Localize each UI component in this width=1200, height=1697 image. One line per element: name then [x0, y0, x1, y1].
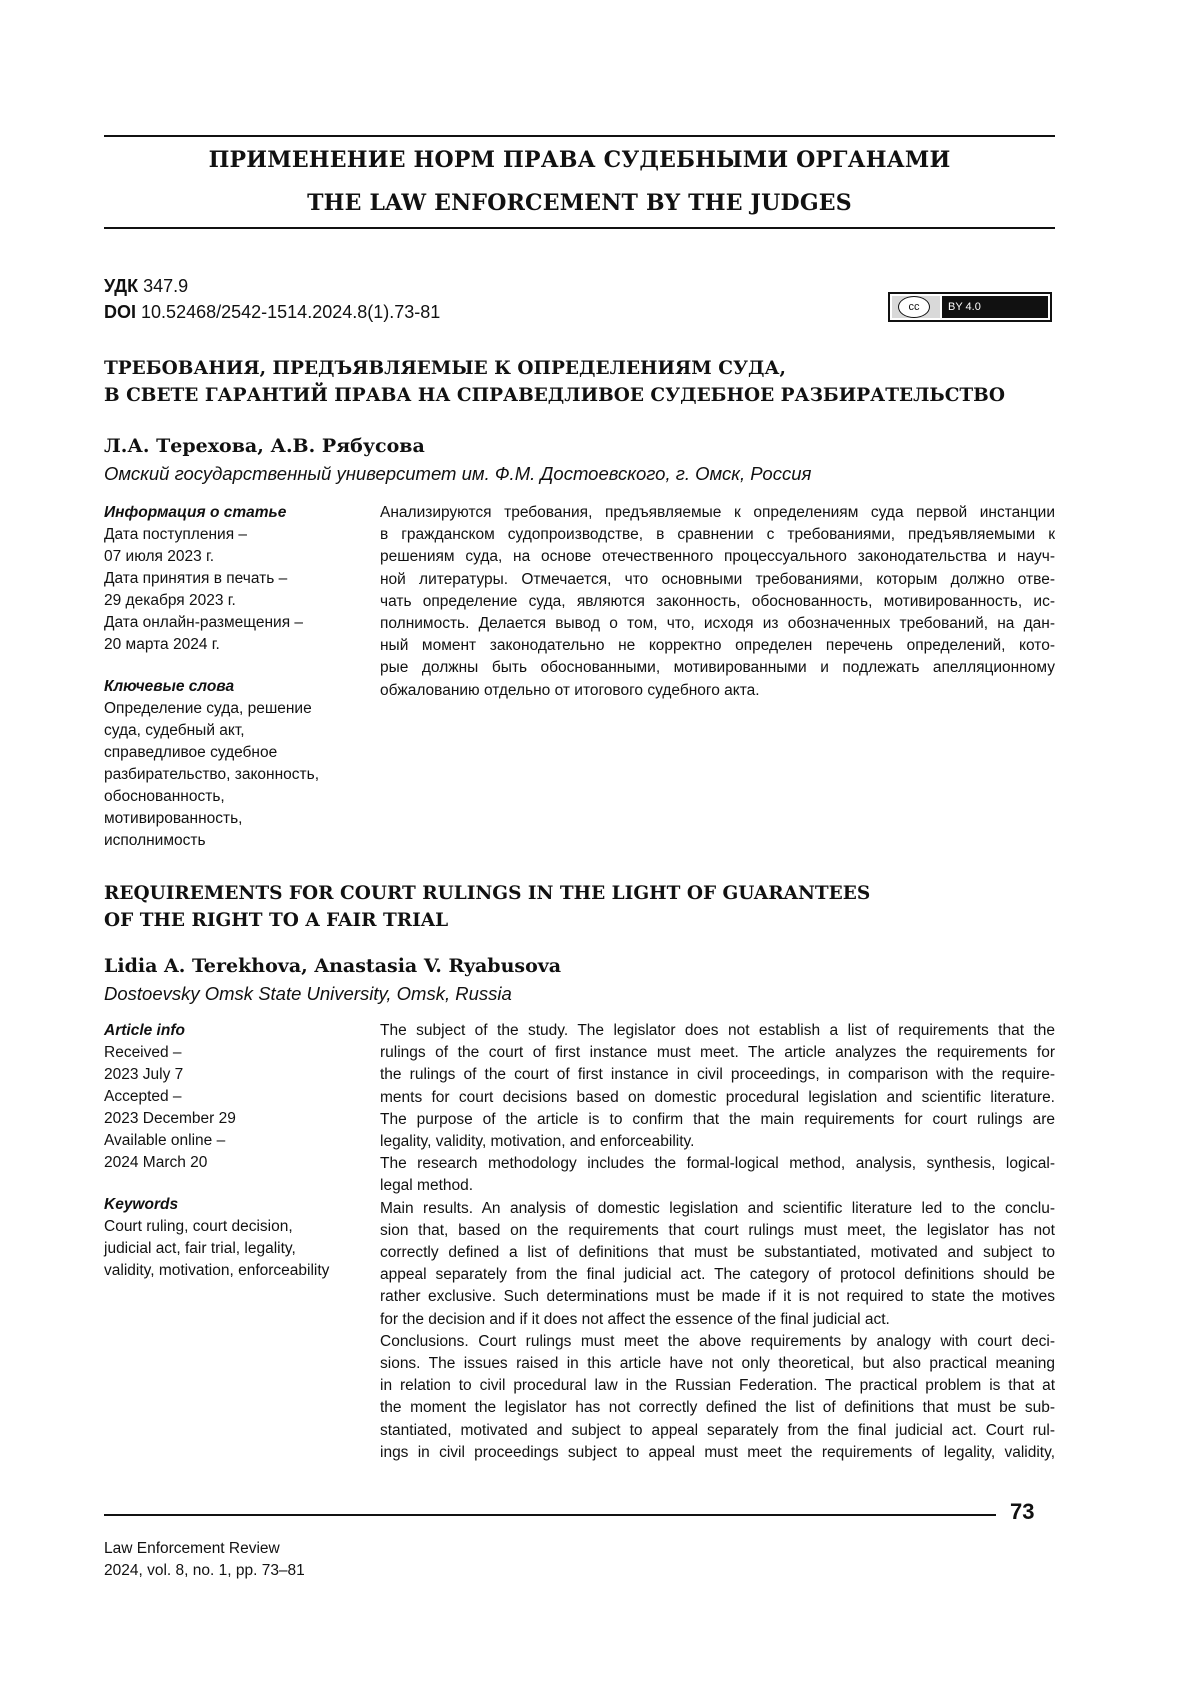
section-title-en: THE LAW ENFORCEMENT BY THE JUDGES [307, 190, 852, 216]
affiliation-en: Dostoevsky Omsk State University, Omsk, Russia [104, 983, 512, 1004]
abstract-line: Анализируются требования, предъявляемые к определениям суда первой инстанции [380, 504, 1055, 521]
info-line: Дата принятия в печать – [104, 570, 288, 587]
abstract-line: Main results. An analysis of domestic legislation and scientific literature led to the conclu- [380, 1199, 1055, 1217]
info-line: 07 июля 2023 г. [104, 548, 215, 565]
abstract-line: rulings of the court of first instance must meet. The article analyzes the requirements for [380, 1044, 1055, 1062]
abstract-line: ments for court decisions based on domestic procedural legislation and scientific literature. [380, 1088, 1055, 1106]
abstract-line: полнимость. Делается вывод о том, что, исходя из обозначенных требований, на дан- [380, 615, 1055, 633]
affiliation-ru: Омский государственный университет им. Ф.М. Достоевского, г. Омск, Россия [104, 463, 812, 484]
page-number: 73 [1010, 1499, 1035, 1524]
abstract-line: for the decision and if it does not affect the essence of the final judicial act. [380, 1310, 890, 1328]
doi-line [104, 302, 440, 323]
article-title-en-line: OF THE RIGHT TO A FAIR TRIAL [104, 910, 449, 931]
abstract-line: Conclusions. Court rulings must meet the above requirements by analogy with court deci- [380, 1332, 1055, 1350]
info-line: Received – [104, 1044, 182, 1061]
keywords-line: Court ruling, court decision, [104, 1218, 293, 1235]
cc-badge-left [892, 296, 940, 318]
section-title-ru: ПРИМЕНЕНИЕ НОРМ ПРАВА СУДЕБНЫМИ ОРГАНАМИ [208, 147, 951, 173]
abstract-ru [380, 502, 1055, 702]
abstract-line: чать определение суда, являются законность, обоснованность, мотивированность, ис- [380, 592, 1055, 610]
article-title-ru-line: ТРЕБОВАНИЯ, ПРЕДЪЯВЛЯЕМЫЕ К ОПРЕДЕЛЕНИЯМ СУДА, [104, 358, 786, 379]
abstract-line: the moment the legislator has not correctly defined the list of definitions that must be sub- [380, 1399, 1055, 1417]
article-title-en-line: REQUIREMENTS FOR COURT RULINGS IN THE LIGHT OF GUARANTEES [104, 883, 871, 904]
article-info-en [104, 1020, 364, 1282]
cc-license-badge[interactable] [888, 292, 1052, 322]
cc-icon: cc [898, 296, 930, 318]
info-line: Дата онлайн-размещения – [104, 614, 304, 631]
abstract-line: legal method. [380, 1177, 474, 1195]
info-line: Accepted – [104, 1088, 182, 1105]
keywords-line: исполнимость [104, 832, 206, 849]
abstract-line: ный момент законодательно не корректно определен перечень определений, кото- [380, 637, 1055, 655]
keywords-line: validity, motivation, enforceability [104, 1262, 330, 1279]
authors-ru: Л.А. Терехова, А.В. Рябусова [104, 435, 425, 457]
abstract-line: ings in civil proceedings subject to appeal must meet the requirements of legality, validity, [380, 1443, 1055, 1461]
article-title-en [104, 880, 1055, 934]
abstract-line: correctly defined a list of definitions that must be substantiated, motivated and subject to [380, 1244, 1055, 1262]
info-heading-en: Article info [104, 1022, 185, 1039]
keywords-line: разбирательство, законность, [104, 766, 320, 783]
info-line: 2023 December 29 [104, 1110, 236, 1127]
udk-label: УДК [104, 276, 139, 296]
keywords-line: мотивированность, [104, 810, 243, 827]
info-line: Available online – [104, 1132, 226, 1149]
abstract-line: rather exclusive. Such determinations must be made if it is not required to state the motives [380, 1288, 1055, 1306]
udk-value: 347.9 [143, 276, 189, 296]
article-title-ru-line: В СВЕТЕ ГАРАНТИЙ ПРАВА НА СПРАВЕДЛИВОЕ СУДЕБНОЕ РАЗБИРАТЕЛЬСТВО [104, 385, 1005, 406]
keywords-heading-en: Keywords [104, 1196, 179, 1213]
abstract-line: in relation to civil procedural law in the Russian Federation. The practical problem is that at [380, 1377, 1055, 1395]
footer-journal: Law Enforcement Review [104, 1540, 280, 1557]
keywords-line: обоснованность, [104, 788, 225, 805]
abstract-line: sions. The issues raised in this article have not only theoretical, but also practical meaning [380, 1355, 1055, 1373]
abstract-line: appeal separately from the final judicial act. The category of protocol definitions should be [380, 1266, 1055, 1284]
abstract-line: sion that, based on the requirements that court rulings must meet, the legislator has not [380, 1221, 1055, 1239]
abstract-line: The purpose of the article is to confirm that the main requirements for court rulings are [380, 1110, 1055, 1128]
article-info-ru [104, 502, 364, 852]
abstract-line: в гражданском судопроизводстве, в сравнении с требованиями, предъявляемыми к [380, 526, 1055, 544]
info-line: 2023 July 7 [104, 1066, 184, 1083]
abstract-line: рые должны быть обоснованными, мотивированными и подлежать апелляционному [380, 659, 1055, 677]
doi-value: 10.52468/2542-1514.2024.8(1).73-81 [141, 302, 441, 322]
info-heading-ru: Информация о статье [104, 504, 287, 521]
header-rule-bottom [104, 227, 1055, 229]
udk-line [104, 276, 188, 297]
abstract-line: решениям суда, на основе отечественного процессуального законодательства и науч- [380, 548, 1055, 566]
abstract-line: stantiated, motivated and subject to appeal separately from the final judicial act. Court rul- [380, 1421, 1055, 1439]
info-line: Дата поступления – [104, 526, 248, 543]
abstract-line: ной литературы. Отмечается, что основными требованиями, которым должно отве- [380, 570, 1055, 588]
keywords-line: суда, судебный акт, [104, 722, 245, 739]
info-line: 20 марта 2024 г. [104, 636, 220, 653]
cc-license-label: BY 4.0 [942, 296, 1048, 318]
article-title-ru [104, 355, 1055, 409]
header-rule-top [104, 135, 1055, 137]
abstract-line: the rulings of the court of first instance in civil proceedings, in comparison with the require- [380, 1066, 1055, 1084]
doi-label: DOI [104, 302, 137, 322]
abstract-line: legality, validity, motivation, and enforceability. [380, 1133, 695, 1151]
footer-issue: 2024, vol. 8, no. 1, pp. 73–81 [104, 1562, 305, 1579]
keywords-line: справедливое судебное [104, 744, 278, 761]
info-line: 29 декабря 2023 г. [104, 592, 236, 609]
abstract-line: The research methodology includes the formal-logical method, analysis, synthesis, logical- [380, 1155, 1055, 1173]
keywords-line: judicial act, fair trial, legality, [104, 1240, 296, 1257]
abstract-en [380, 1020, 1055, 1464]
abstract-line: обжалованию отдельно от итогового судебного акта. [380, 681, 760, 699]
abstract-line: The subject of the study. The legislator does not establish a list of requirements that the [380, 1022, 1055, 1039]
keywords-heading-ru: Ключевые слова [104, 678, 235, 695]
footer-rule [104, 1514, 996, 1516]
authors-en: Lidia A. Terekhova, Anastasia V. Ryabusova [104, 955, 562, 977]
keywords-line: Определение суда, решение [104, 700, 312, 717]
info-line: 2024 March 20 [104, 1154, 208, 1171]
